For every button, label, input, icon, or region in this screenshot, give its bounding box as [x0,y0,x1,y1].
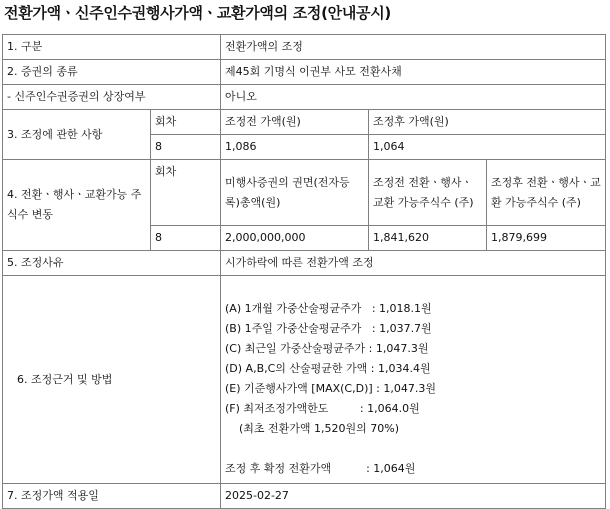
shares-header-face-amount: 미행사증권의 권면(전자등록)총액(원) [221,160,369,226]
row-method [3,276,606,484]
row-security-type [3,60,606,85]
reason-value: 시가하락에 따른 전환가액 조정 [221,251,606,276]
shares-value-round: 8 [151,226,221,251]
adjustment-value-after: 1,064 [369,135,606,160]
row-shares-header [3,160,606,226]
method-line-final: 조정 후 확정 전환가액 : 1,064원 [225,462,416,475]
shares-change-label: 4. 전환ㆍ행사ㆍ교환가능 주식수 변동 [3,160,151,251]
adjustment-value-round: 8 [151,135,221,160]
adjustment-header-after: 조정후 가액(원) [369,110,606,135]
listing-status-label: - 신주인수권증권의 상장여부 [3,85,221,110]
shares-header-after: 조정후 전환ㆍ행사ㆍ교환 가능주식수 (주) [487,160,606,226]
method-line-d: (D) A,B,C의 산술평균한 가액 : 1,034.4원 [225,362,431,375]
reason-label: 5. 조정사유 [3,251,221,276]
adjustment-header-round: 회차 [151,110,221,135]
listing-status-value: 아니오 [221,85,606,110]
security-type-value: 제45회 기명식 이권부 사모 전환사채 [221,60,606,85]
row-adjustment-header [3,110,606,135]
adjustment-label: 3. 조정에 관한 사항 [3,110,151,160]
method-line-b: (B) 1주일 가중산술평균주가 : 1,037.7원 [225,322,432,335]
effective-date-label: 7. 조정가액 적용일 [3,484,221,509]
disclosure-table [2,34,606,509]
shares-header-round: 회차 [151,160,221,226]
shares-header-before: 조정전 전환ㆍ행사ㆍ교환 가능주식수 (주) [369,160,487,226]
effective-date-value: 2025-02-27 [221,484,606,509]
category-label: 1. 구분 [3,35,221,60]
method-line-e: (E) 기준행사가액 [MAX(C,D)] : 1,047.3원 [225,382,436,395]
row-effective-date [3,484,606,509]
category-value: 전환가액의 조정 [221,35,606,60]
page-title: 전환가액ㆍ신주인수권행사가액ㆍ교환가액의 조정(안내공시) [4,4,391,22]
method-line-blank [225,439,601,459]
security-type-label: 2. 증권의 종류 [3,60,221,85]
row-category [3,35,606,60]
shares-value-before: 1,841,620 [369,226,487,251]
method-line-a: (A) 1개월 가중산술평균주가 : 1,018.1원 [225,302,432,315]
method-line-c: (C) 최근일 가중산술평균주가 : 1,047.3원 [225,342,429,355]
shares-value-after: 1,879,699 [487,226,606,251]
row-reason [3,251,606,276]
adjustment-header-before: 조정전 가액(원) [221,110,369,135]
method-detail [221,276,606,484]
method-line-f: (F) 최저조정가액한도 : 1,064.0원 [225,402,420,415]
adjustment-value-before: 1,086 [221,135,369,160]
method-label: 6. 조정근거 및 방법 [3,276,221,484]
row-listing-status [3,85,606,110]
shares-value-face-amount: 2,000,000,000 [221,226,369,251]
method-line-f-note: (최초 전환가액 1,520원의 70%) [225,422,400,435]
